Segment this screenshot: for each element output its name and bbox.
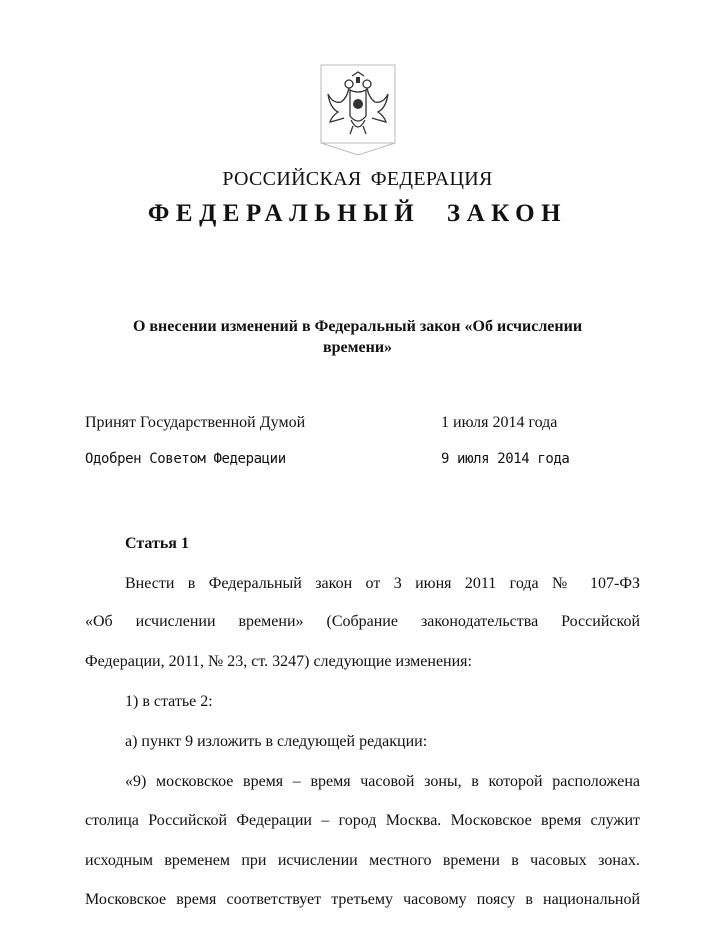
law-title-line-2: времени»: [322, 339, 393, 356]
article-line-8: исходным временем при исчислении местного времени в часовых зонах.: [85, 852, 640, 869]
law-title: [100, 316, 615, 358]
country-name: РОССИЙСКАЯ ФЕДЕРАЦИЯ: [222, 168, 493, 190]
council-approval-label: Одобрен Советом Федерации: [85, 451, 286, 467]
article-line-7: столица Российской Федерации – город Москва. Московское время служит: [85, 812, 640, 829]
article-line-5: а) пункт 9 изложить в следующей редакции:: [125, 733, 428, 750]
article-heading: Статья 1: [125, 535, 189, 552]
article-line-3: Федерации, 2011, № 23, ст. 3247) следующие изменения:: [85, 653, 472, 670]
duma-adoption-label: Принят Государственной Думой: [85, 414, 306, 431]
article-line-4: 1) в статье 2:: [125, 693, 213, 710]
council-approval-date: 9 июля 2014 года: [441, 451, 570, 467]
article-line-6: «9) московское время – время часовой зоны, в которой расположена: [125, 773, 640, 790]
article-line-9: Московское время соответствует третьему часовому поясу в национальной: [85, 891, 640, 908]
duma-adoption-date: 1 июля 2014 года: [441, 414, 558, 431]
document-type: ФЕДЕРАЛЬНЫЙ ЗАКОН: [147, 200, 568, 227]
coat-of-arms-icon: [320, 64, 396, 156]
law-title-line-1: О внесении изменений в Федеральный закон «Об исчислении: [132, 318, 583, 335]
article-line-1: Внести в Федеральный закон от 3 июня 2011 года № 107-ФЗ: [125, 575, 640, 592]
article-line-2: «Об исчислении времени» (Собрание законодательства Российской: [85, 613, 640, 630]
